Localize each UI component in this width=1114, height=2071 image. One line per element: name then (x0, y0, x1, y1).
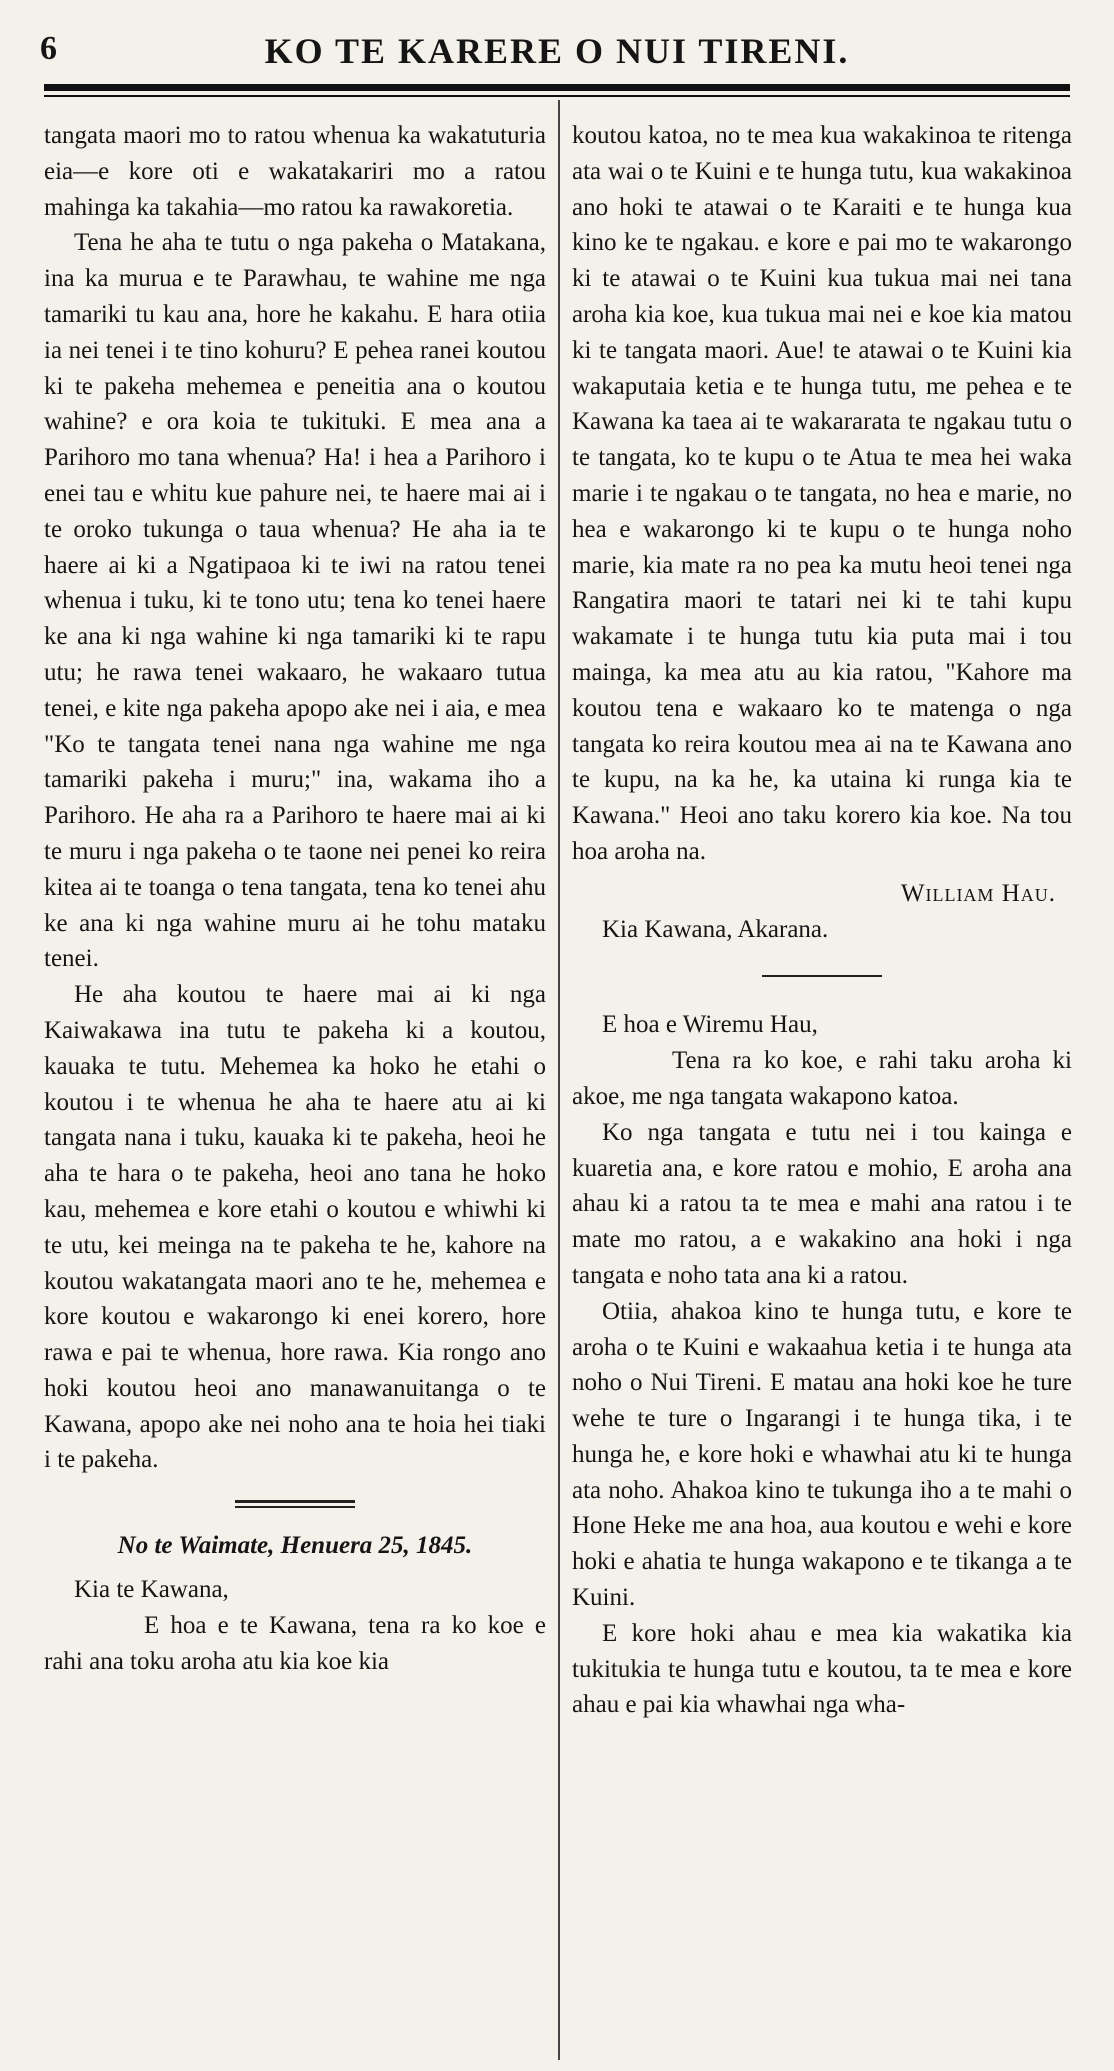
letter-divider (762, 975, 882, 977)
column-divider (558, 100, 560, 2060)
header-rule-thick (44, 84, 1070, 91)
left-paragraph-4: E hoa e te Kawana, tena ra ko koe e rahi ana toku aroha atu kia koe kia (44, 1611, 546, 1675)
left-paragraph-3: He aha koutou te haere mai ai ki nga Kaiwakawa ina tutu te pakeha ki a koutou, kauaka te tutu. Mehemea ka hoko he etahi o koutou i te whenua he aha te haere atu ai ki tangata nana i tuku, kauaka ki te pakeha, heoi he aha te hara o te pakeha, heoi ano tana he hoko kau, mehemea e kore etahi o koutou e whiwhi ki te utu, kei meinga na te pakeha te he, kahore na koutou wakatangata maori ano te he, mehemea e kore koutou e wakarongo ki enei korero, hore rawa e pai te whenua, hore rawa. Kia rongo ano hoki koutou heoi ano manawanuitanga o te Kawana, apopo ake nei noho ana te hoia hei tiaki i te pakeha. (44, 981, 546, 1474)
letter-addressee: Kia Kawana, Akarana. (602, 915, 829, 943)
right-paragraph-2: Tena ra ko koe, e rahi taku aroha ki akoe, me nga tangata wakapono katoa. (572, 1047, 1072, 1110)
right-paragraph-5: E kore hoki ahau e mea kia wakatika kia tukitukia te hunga tutu e koutou, ta te mea e kore ahau e pai kia whawhai nga wha- (572, 1619, 1072, 1719)
right-column (572, 118, 1072, 1723)
left-paragraph-1: tangata maori mo to ratou whenua ka wakatuturia eia—e kore oti e wakatakariri mo a ratou mahinga ka takahia—mo ratou ka rawakoretia. (44, 122, 546, 221)
left-paragraph-2: Tena he aha te tutu o nga pakeha o Matakana, ina ka murua e te Parawhau, te wahine me nga tamariki tu kau ana, hore he kakahu. E hara otiia ia nei tenei i te tino kohuru? E pehea ranei koutou ki te pakeha mehemea e peneitia ana o koutou wahine? e ora koia te tukituki. E mea ana a Parihoro mo tana whenua? Ha! i hea a Parihoro i enei tau e whitu kue pahure nei, te haere mai ai i te oroko tukunga o taua whenua? He aha ia te haere ai ki a Ngatipaoa ki te iwi na ratou tenei whenua i tuku, ki te tono utu; tena ko tenei haere ke ana ki nga wahine ki nga tamariki ki te rapu utu; he rawa tenei wakaaro, he wakaaro tutua tenei, e kite nga pakeha apopo ake nei i aia, e mea "Ko te tangata tenei nana nga wahine me nga tamariki pakeha i muru;" ina, wakama iho a Parihoro. He aha ra a Parihoro te haere mai ai ki te muru i nga pakeha o te taone nei penei ko reira kitea ai te toanga o tena tangata, tena ko tenei ahu ke ana ki nga wahine muru ai he tohu mataku tenei. (44, 229, 546, 973)
right-paragraph-4: Otiia, ahakoa kino te hunga tutu, e kore te aroha o te Kuini e wakaahua ketia i te hunga ata noho o Nui Tireni. E matau ana hoki koe he ture wehe te ture o Ingarangi i te hunga tika, i te hunga he, e kore hoki e whawhai atu ki te hunga ata noho. Ahakoa kino te tukunga iho a te mahi o Hone Heke me ana hoa, aua koutou e wehi e kore hoki e ahatia te hunga wakapono e te tikanga a te Kuini. (572, 1297, 1072, 1612)
right-paragraph-3: Ko nga tangata e tutu nei i tou kainga e kuaretia ana, e kore ratou e mohio, E aroha ana ahau ki a ratou ta te mea e mahi ana ratou i te mate mo ratou, a e wakakino ana hoki i nga tangata e noho tata ana ki a ratou. (572, 1118, 1072, 1289)
section-divider (235, 1500, 355, 1508)
left-column (44, 118, 546, 1679)
letter-dateline: No te Waimate, Henuera 25, 1845. (117, 1532, 473, 1560)
letter-salutation: Kia te Kawana, (74, 1576, 229, 1604)
letter-signature: William Hau. (900, 879, 1056, 907)
right-paragraph-1: koutou katoa, no te mea kua wakakinoa te ritenga ata wai o te Kuini e te hunga tutu, kua wakakinoa ano hoki te atawai o te Karaiti e te hunga kua kino ke te ngakau. e kore e pai mo te wakarongo ki te atawai o te Kuini kua tukua mai nei tana aroha kia koe, kua tukua mai nei e koe kia matou ki te tangata maori. Aue! te atawai o te Kuini kia wakaputaia ketia e te hunga tutu, me pehea e te Kawana ka taea ai te wakararata te ngakau tutu o te tangata, ko te kupu o te Atua te mea hei waka marie i te ngakau o te tangata, no hea e marie, no hea e wakarongo ki te kupu o te hunga noho marie, kia mate ra no pea ka mutu heoi tenei nga Rangatira maori te tatari nei ki te tahi kupu wakamate i te hunga tutu kia puta mai i tou mainga, ka mea atu au kia ratou, "Kahore ma koutou tena e wakaaro ko te matenga o nga tangata ko reira koutou mea ai na te Kawana ano te kupu, na ka he, ka utaina ki runga kia te Kawana." Heoi ano taku korero kia koe. Na tou hoa aroha na. (572, 122, 1072, 865)
header-rule-thin (44, 95, 1070, 97)
page-number: 6 (40, 30, 57, 67)
reply-salutation: E hoa e Wiremu Hau, (602, 1011, 818, 1039)
masthead-title: KO TE KARERE O NUI TIRENI. (264, 31, 850, 71)
